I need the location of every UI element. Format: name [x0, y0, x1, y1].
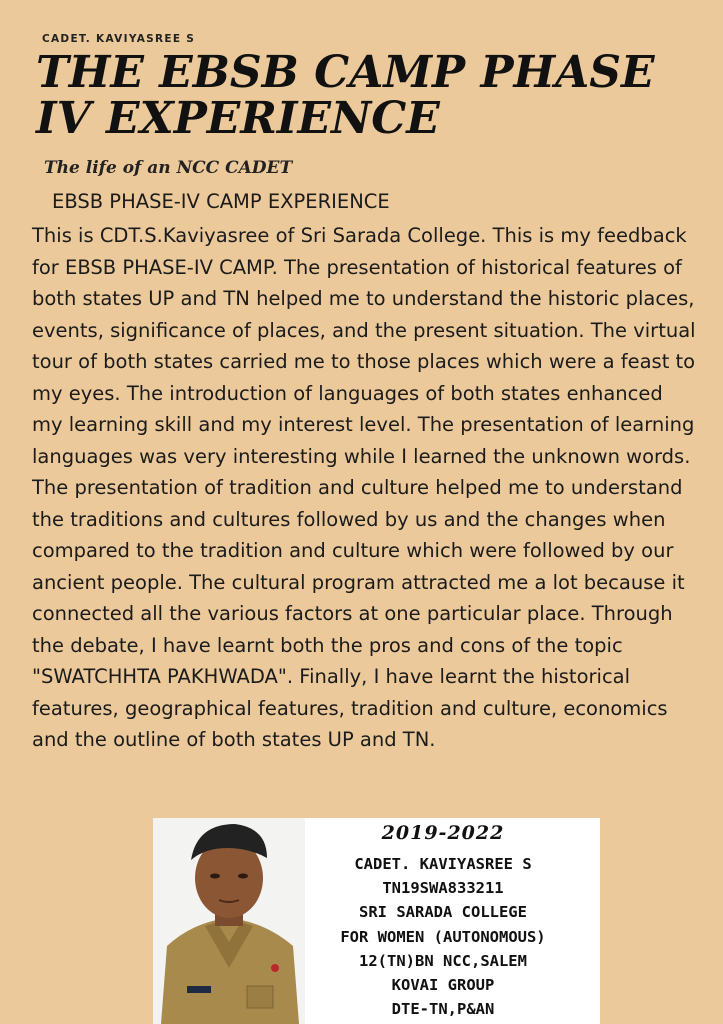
section-heading: EBSB PHASE-IV CAMP EXPERIENCE	[52, 190, 390, 213]
subtitle: The life of an NCC CADET	[44, 158, 293, 178]
cadet-regimental-number: TN19SWA833211	[382, 879, 504, 898]
service-years: 2019-2022	[381, 822, 505, 844]
directorate: DTE-TN,P&AN	[391, 1000, 495, 1019]
cadet-name: CADET. KAVIYASREE S	[354, 855, 532, 873]
cadet-details	[293, 818, 593, 1021]
cadet-portrait-image	[153, 818, 305, 1024]
group-name: KOVAI GROUP	[391, 976, 495, 995]
cadet-id-card	[153, 818, 600, 1024]
college-name-line-2: FOR WOMEN (AUTONOMOUS)	[340, 927, 546, 946]
cadet-photo	[153, 818, 305, 1024]
battalion: 12(TN)BN NCC,SALEM	[359, 951, 527, 970]
college-name: SRI SARADA COLLEGE	[359, 903, 527, 922]
author-name: CADET. KAVIYASREE S	[42, 33, 196, 45]
page-title: THE EBSB CAMP PHASE IV EXPERIENCE	[36, 47, 655, 144]
article-body: This is CDT.S.Kaviyasree of Sri Sarada College. This is my feedback for EBSB PHASE-IV CAMP. The presentation of historical features of both states UP and TN helped me to understand the historic places, events, significance of places, and the present situation. The virtual tour of both states carried me to those places which were a feast to my eyes. The introduction of languages of both states enhanced my learning skill and my interest level. The presentation of learning languages was very interesting while I learned the unknown words. The presentation of tradition and culture helped me to understand the traditions and cultures followed by us and the changes when compared to the tradition and culture which were followed by our ancient people. The cultural program attracted me a lot because it connected all the various factors at one particular place. Through the debate, I have learnt both the pros and cons of the topic "SWATCHHTA PAKHWADA". Finally, I have learnt the historical features, geographical features, tradition and culture, economics and the outline of both states UP and TN.	[32, 224, 696, 751]
